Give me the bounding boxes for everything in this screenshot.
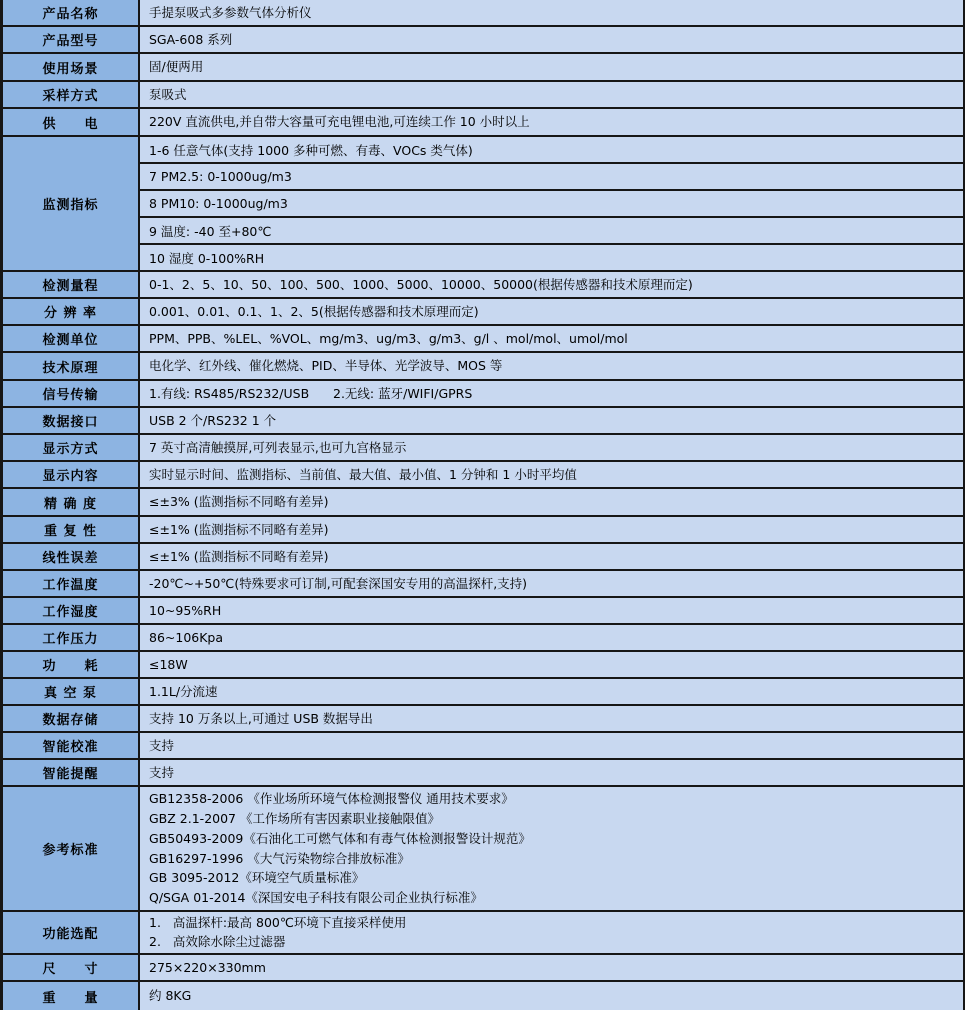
table-row-smart-calibration	[3, 733, 963, 760]
row-value: ≤18W	[140, 652, 963, 677]
option-line: 2. 高效除水除尘过滤器	[149, 933, 286, 949]
row-label: 数据存储	[3, 706, 140, 731]
row-label: 线性误差	[3, 544, 140, 569]
row-label: 产品名称	[3, 0, 140, 25]
row-value: 220V 直流供电,并自带大容量可充电锂电池,可连续工作 10 小时以上	[140, 109, 963, 135]
reference-standard-line: Q/SGA 01-2014《深国安电子科技有限公司企业执行标准》	[149, 890, 483, 906]
row-label: 采样方式	[3, 82, 140, 107]
sub-value: 10 湿度 0-100%RH	[140, 245, 963, 270]
row-value: 手提泵吸式多参数气体分析仪	[140, 0, 963, 25]
row-label: 重 复 性	[3, 517, 140, 542]
row-label: 工作湿度	[3, 598, 140, 623]
sub-value: 1-6 任意气体(支持 1000 多种可燃、有毒、VOCs 类气体)	[140, 137, 963, 164]
row-label: 监测指标	[3, 137, 140, 270]
row-value: 10~95%RH	[140, 598, 963, 623]
table-row-data-interface	[3, 408, 963, 435]
reference-standard-line: GB50493-2009《石油化工可燃气体和有毒气体检测报警设计规范》	[149, 830, 531, 846]
table-row-working-humidity	[3, 598, 963, 625]
row-label: 工作温度	[3, 571, 140, 596]
reference-standard-line: GB16297-1996 《大气污染物综合排放标准》	[149, 850, 410, 866]
row-label: 使用场景	[3, 54, 140, 80]
row-value: 86~106Kpa	[140, 625, 963, 650]
table-row-power-consumption	[3, 652, 963, 679]
table-row-product-name	[3, 0, 963, 27]
table-row-data-storage	[3, 706, 963, 733]
row-label: 检测量程	[3, 272, 140, 297]
row-label: 真 空 泵	[3, 679, 140, 704]
table-row-detection-units	[3, 326, 963, 353]
row-value: 支持 10 万条以上,可通过 USB 数据导出	[140, 706, 963, 731]
row-label: 功能选配	[3, 912, 140, 953]
table-row-weight	[3, 982, 963, 1010]
table-row-dimensions	[3, 955, 963, 982]
row-value: SGA-608 系列	[140, 27, 963, 52]
row-label: 信号传输	[3, 381, 140, 406]
table-row-repeatability	[3, 517, 963, 544]
table-row-usage-scene	[3, 54, 963, 82]
row-label: 功 耗	[3, 652, 140, 677]
table-row-technical-principle	[3, 353, 963, 381]
row-label: 智能提醒	[3, 760, 140, 785]
row-label: 数据接口	[3, 408, 140, 433]
table-row-power-supply	[3, 109, 963, 137]
row-value: 1.1L/分流速	[140, 679, 963, 704]
table-row-accuracy	[3, 489, 963, 517]
table-row-resolution	[3, 299, 963, 326]
row-value: 约 8KG	[140, 982, 963, 1010]
row-label: 显示内容	[3, 462, 140, 487]
row-value: USB 2 个/RS232 1 个	[140, 408, 963, 433]
row-value: 电化学、红外线、催化燃烧、PID、半导体、光学波导、MOS 等	[140, 353, 963, 379]
table-row-sampling-method	[3, 82, 963, 109]
sub-value: 9 温度: -40 至+80℃	[140, 218, 963, 245]
row-value: PPM、PPB、%LEL、%VOL、mg/m3、ug/m3、g/m3、g/l 、mol/mol、umol/mol	[140, 326, 963, 351]
row-value: ≤±1% (监测指标不同略有差异)	[140, 517, 963, 542]
row-value: 支持	[140, 760, 963, 785]
row-value-group	[140, 912, 963, 953]
table-row-optional-features	[3, 912, 963, 955]
row-label: 工作压力	[3, 625, 140, 650]
row-label: 智能校准	[3, 733, 140, 758]
row-value: 0-1、2、5、10、50、100、500、1000、5000、10000、50000(根据传感器和技术原理而定)	[140, 272, 963, 297]
sub-value: 7 PM2.5: 0-1000ug/m3	[140, 164, 963, 191]
table-row-working-temperature	[3, 571, 963, 598]
row-label: 尺 寸	[3, 955, 140, 980]
reference-standard-line: GBZ 2.1-2007 《工作场所有害因素职业接触限值》	[149, 810, 440, 826]
row-value: 固/便两用	[140, 54, 963, 80]
row-value: 实时显示时间、监测指标、当前值、最大值、最小值、1 分钟和 1 小时平均值	[140, 462, 963, 487]
row-value: 7 英寸高清触摸屏,可列表显示,也可九宫格显示	[140, 435, 963, 460]
row-value: ≤±1% (监测指标不同略有差异)	[140, 544, 963, 569]
table-row-working-pressure	[3, 625, 963, 652]
table-row-reference-standards	[3, 787, 963, 912]
row-value: -20℃~+50℃(特殊要求可订制,可配套深国安专用的高温探杆,支持)	[140, 571, 963, 596]
row-label: 重 量	[3, 982, 140, 1010]
row-value: ≤±3% (监测指标不同略有差异)	[140, 489, 963, 515]
table-row-monitoring-indicators	[3, 137, 963, 272]
row-label: 参考标准	[3, 787, 140, 910]
sub-value: 8 PM10: 0-1000ug/m3	[140, 191, 963, 218]
table-row-model	[3, 27, 963, 54]
row-label: 精 确 度	[3, 489, 140, 515]
row-label: 显示方式	[3, 435, 140, 460]
table-row-detection-range	[3, 272, 963, 299]
table-row-vacuum-pump	[3, 679, 963, 706]
reference-standard-line: GB12358-2006 《作业场所环境气体检测报警仪 通用技术要求》	[149, 791, 514, 807]
table-row-smart-reminder	[3, 760, 963, 787]
row-value: 支持	[140, 733, 963, 758]
row-label: 技术原理	[3, 353, 140, 379]
table-row-display-mode	[3, 435, 963, 462]
row-value: 泵吸式	[140, 82, 963, 107]
row-value: 275×220×330mm	[140, 955, 963, 980]
row-value: 1.有线: RS485/RS232/USB 2.无线: 蓝牙/WIFI/GPRS	[140, 381, 963, 406]
row-value-group	[140, 787, 963, 910]
row-label: 产品型号	[3, 27, 140, 52]
row-label: 供 电	[3, 109, 140, 135]
row-value-group	[140, 137, 963, 270]
row-value: 0.001、0.01、0.1、1、2、5(根据传感器和技术原理而定)	[140, 299, 963, 324]
table-row-signal-transmission	[3, 381, 963, 408]
option-line: 1. 高温探杆:最高 800℃环境下直接采样使用	[149, 915, 407, 931]
table-row-linearity-error	[3, 544, 963, 571]
row-label: 检测单位	[3, 326, 140, 351]
reference-standard-line: GB 3095-2012《环境空气质量标准》	[149, 870, 365, 886]
table-row-display-content	[3, 462, 963, 489]
row-label: 分 辨 率	[3, 299, 140, 324]
